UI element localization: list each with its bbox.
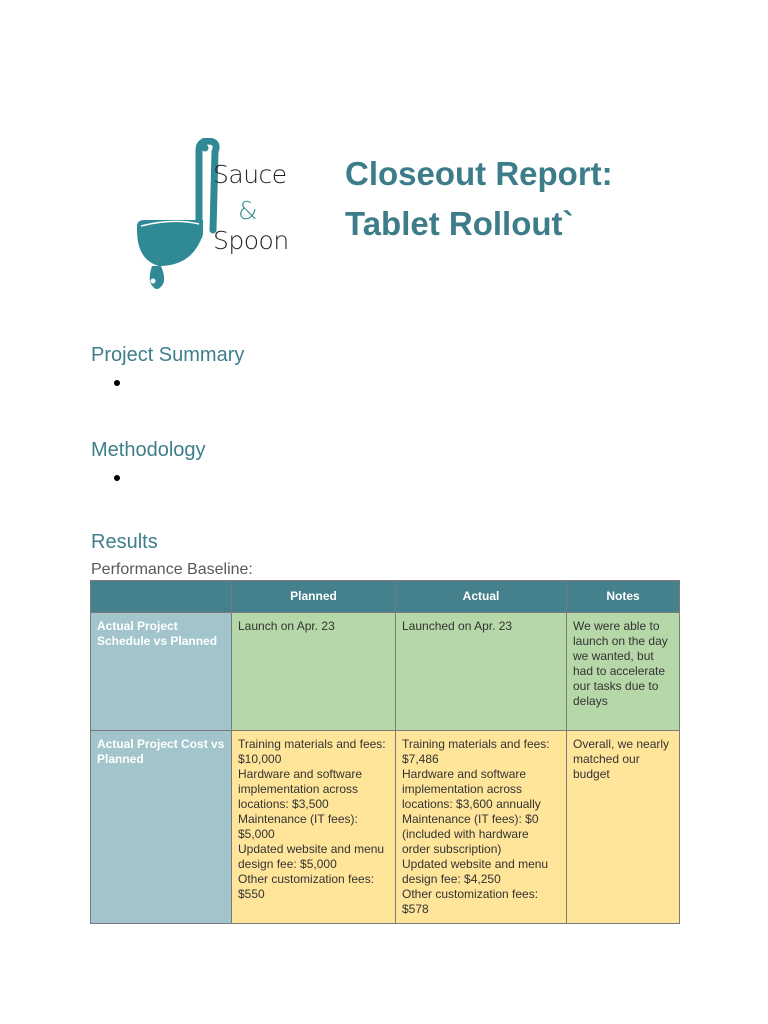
- notes-cell: [567, 731, 680, 924]
- actual-cell: [396, 613, 567, 731]
- table-row-cost: [91, 731, 680, 924]
- logo-text-ampersand: &: [238, 196, 257, 225]
- actual-line: Updated website and menu design fee: $4,250: [402, 857, 549, 886]
- report-title-line-2: Tablet Rollout`: [345, 205, 574, 242]
- table-row-schedule: [91, 613, 680, 731]
- planned-cell: [232, 613, 396, 731]
- planned-cell: [232, 731, 396, 924]
- actual-line: Other customization fees: $578: [402, 887, 539, 916]
- performance-baseline-table: [90, 580, 680, 924]
- report-title-line-1: Closeout Report:: [345, 155, 613, 192]
- planned-line: Updated website and menu design fee: $5,000: [238, 842, 385, 871]
- header-notes: Notes: [567, 581, 680, 613]
- logo-text-sauce: Sauce: [213, 160, 287, 189]
- notes-cell: [567, 613, 680, 731]
- project-summary-heading: Project Summary: [91, 344, 245, 366]
- actual-line: Hardware and software implementation across locations: $3,600 annually: [402, 767, 541, 811]
- table-header-row: [91, 581, 680, 613]
- header-actual: Actual: [396, 581, 567, 613]
- header-empty: [91, 581, 232, 613]
- methodology-heading: Methodology: [91, 439, 206, 461]
- project-summary-bullet: [114, 380, 120, 386]
- planned-line: Training materials and fees: $10,000: [238, 737, 386, 766]
- row-label: Actual Project Schedule vs Planned: [91, 613, 232, 731]
- planned-line: Maintenance (IT fees): $5,000: [238, 812, 358, 841]
- performance-baseline-label: Performance Baseline:: [91, 561, 253, 578]
- planned-line: Other customization fees: $550: [238, 872, 375, 901]
- actual-line: Maintenance (IT fees): $0 (included with hardware order subscription): [402, 812, 539, 856]
- sauce-and-spoon-logo: [133, 138, 288, 296]
- notes-line: We were able to launch on the day we wanted, but had to accelerate our tasks due to delays: [573, 619, 668, 708]
- actual-line: Training materials and fees: $7,486: [402, 737, 550, 766]
- actual-cell: [396, 731, 567, 924]
- results-heading: Results: [91, 531, 158, 553]
- notes-line: Overall, we nearly matched our budget: [573, 737, 670, 781]
- row-label: Actual Project Cost vs Planned: [91, 731, 232, 924]
- methodology-bullet: [114, 475, 120, 481]
- logo-text-spoon: Spoon: [213, 226, 289, 255]
- actual-line: Launched on Apr. 23: [402, 619, 513, 633]
- planned-line: Hardware and software implementation across locations: $3,500: [238, 767, 363, 811]
- header-planned: Planned: [232, 581, 396, 613]
- planned-line: Launch on Apr. 23: [238, 619, 335, 633]
